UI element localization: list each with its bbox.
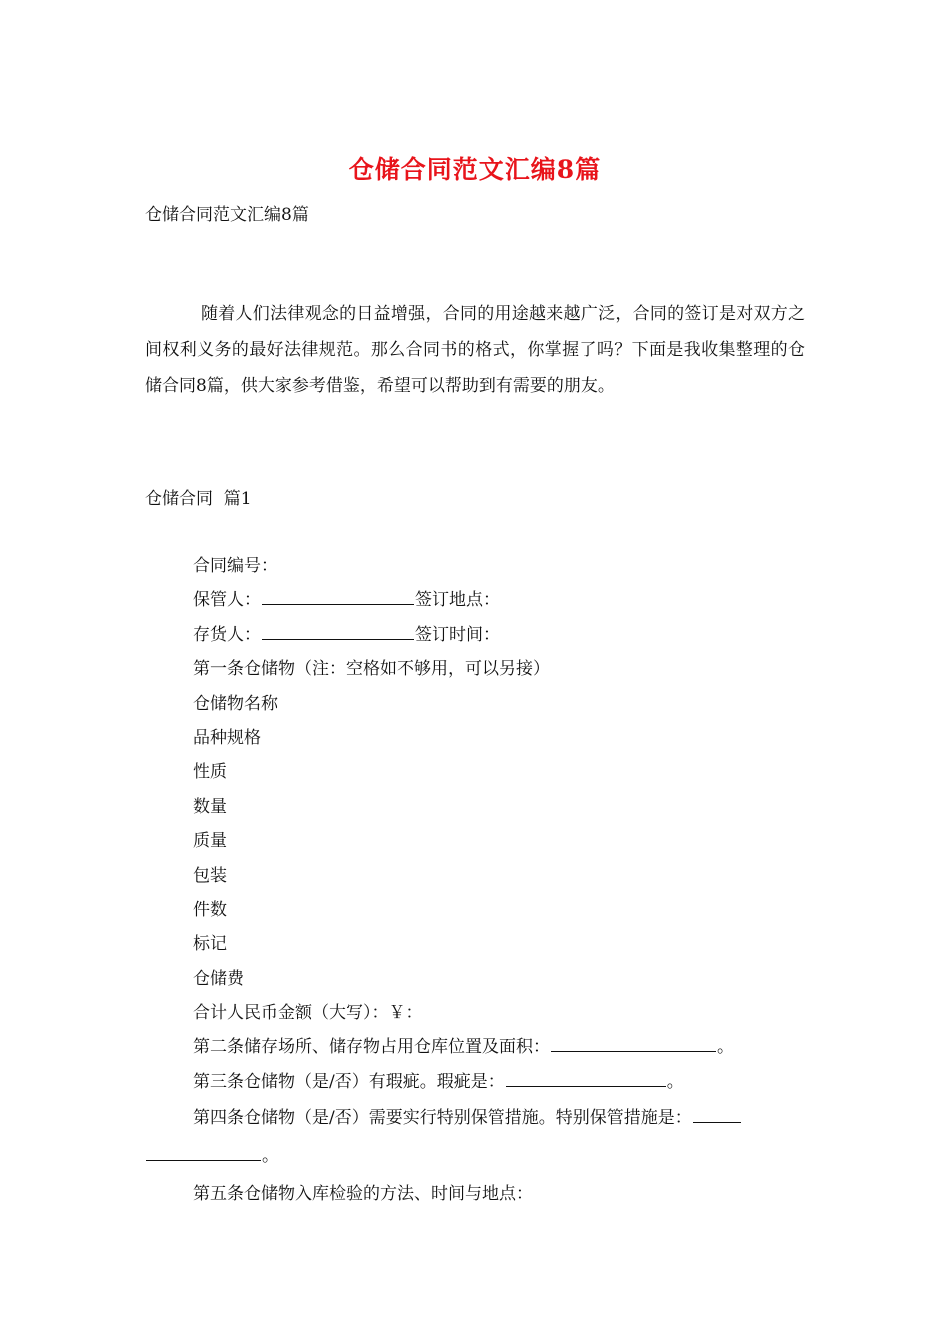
item-quality: 质量 <box>193 831 227 852</box>
custodian-blank <box>262 603 414 605</box>
contract-number-line <box>145 549 810 583</box>
contract-number-label: 合同编号： <box>193 556 278 576</box>
item-spec: 品种规格 <box>193 727 261 748</box>
document-subtitle: 仓储合同范文汇编8篇 <box>145 205 309 225</box>
section-heading: 仓储合同 篇1 <box>145 489 252 509</box>
article-1: 第一条仓储物（注：空格如不够用，可以另接） <box>193 659 550 680</box>
item-storage-fee: 仓储费 <box>193 968 244 989</box>
custodian-line <box>145 583 810 617</box>
article-3-period: 。 <box>666 1071 684 1092</box>
item-mark: 标记 <box>193 934 227 955</box>
article-4-continuation <box>145 1137 810 1175</box>
article-2-text: 第二条储存场所、储存物占用仓库位置及面积： <box>193 1037 550 1058</box>
article-4-blank-b <box>146 1159 261 1161</box>
item-quantity: 数量 <box>193 796 227 817</box>
depositor-line <box>145 618 810 652</box>
document-title: 仓储合同范文汇编8篇 <box>348 155 602 184</box>
contract-body <box>145 549 810 1212</box>
article-2 <box>145 1030 810 1064</box>
sign-place-label: 签订地点： <box>415 590 500 611</box>
article-3-text: 第三条仓储物（是/否）有瑕疵。瑕疵是： <box>193 1071 505 1092</box>
article-2-blank <box>551 1050 716 1052</box>
article-2-period: 。 <box>717 1037 734 1058</box>
intro-paragraph: 随着人们法律观念的日益增强，合同的用途越来越广泛，合同的签订是对双方之间权利义务的最好法律规范。那么合同书的格式，你掌握了吗？下面是我收集整理的仓储合同8篇，供大家参考借鉴，希望可以帮助到有需要的朋友。 <box>145 304 805 396</box>
article-4-blank-a <box>693 1121 741 1123</box>
article-4 <box>145 1099 810 1175</box>
item-packaging: 包装 <box>193 865 227 886</box>
article-4-period: 。 <box>262 1146 279 1167</box>
item-pieces: 件数 <box>193 899 227 920</box>
item-name: 仓储物名称 <box>193 693 278 714</box>
article-3 <box>145 1065 810 1099</box>
total-amount: 合计人民币金额（大写）：￥： <box>193 1003 423 1024</box>
item-nature: 性质 <box>193 762 227 783</box>
article-5: 第五条仓储物入库检验的方法、时间与地点： <box>193 1184 533 1205</box>
custodian-label: 保管人： <box>193 590 261 611</box>
depositor-blank <box>262 638 414 640</box>
sign-time-label: 签订时间： <box>415 624 500 645</box>
depositor-label: 存货人： <box>193 624 261 645</box>
article-3-blank <box>506 1085 666 1087</box>
article-4-text: 第四条仓储物（是/否）需要实行特别保管措施。特别保管措施是： <box>193 1108 692 1129</box>
